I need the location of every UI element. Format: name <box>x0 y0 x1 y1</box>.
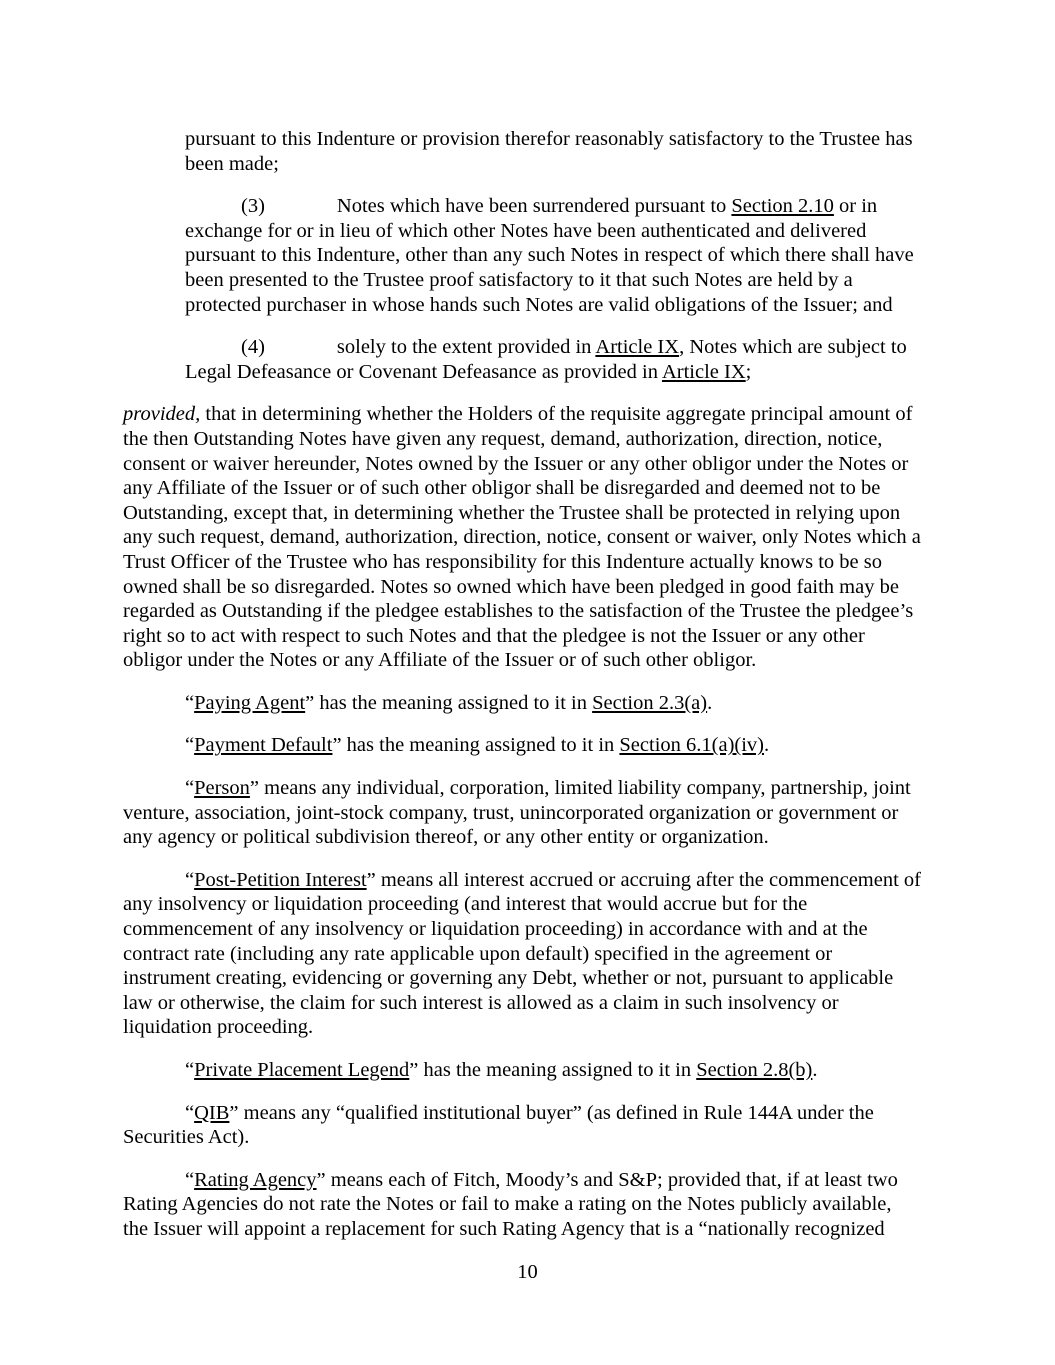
text-run: . <box>812 1059 818 1081</box>
underlined-term: Post-Petition Interest <box>194 868 367 891</box>
text-line <box>123 917 932 942</box>
text-run: any agency or political subdivision thereof, or any other entity or organization. <box>123 826 769 849</box>
underlined-term: Section 2.10 <box>731 195 834 218</box>
paragraph <box>123 402 932 673</box>
text-line <box>123 825 932 850</box>
text-line <box>123 1015 932 1040</box>
text-line <box>123 550 932 575</box>
underlined-term: Person <box>194 777 250 800</box>
text-line <box>123 501 932 526</box>
text-run: ” has the meaning assigned to it in <box>409 1059 697 1081</box>
text-run: (3) <box>241 195 265 218</box>
text-run: instrument creating, evidencing or governing any Debt, whether or not, pursuant to applicable <box>123 967 894 990</box>
text-run: “ <box>185 691 195 714</box>
text-run: “ <box>185 1101 195 1124</box>
page-number: 10 <box>517 1261 538 1283</box>
text-run: Notes which have been surrendered pursuant to <box>336 195 732 218</box>
text-line <box>185 127 932 152</box>
text-line <box>123 991 932 1016</box>
text-line <box>123 776 932 801</box>
text-run: exchange for or in lieu of which other Notes have been authenticated and delivered <box>185 219 867 242</box>
text-run: (4) <box>241 336 265 359</box>
text-run: “ <box>185 1059 195 1081</box>
text-run: consent or waiver hereunder, Notes owned by the Issuer or any other obligor under the Notes or <box>123 452 909 475</box>
underlined-term: Rating Agency <box>194 1168 317 1191</box>
text-run: ; <box>745 360 752 383</box>
underlined-term: Paying Agent <box>194 691 306 714</box>
text-run: . <box>707 691 713 714</box>
text-run: Outstanding, except that, in determining whether the Trustee shall be protected in relying upon <box>123 501 901 524</box>
text-line <box>123 892 932 917</box>
paragraph <box>185 194 932 317</box>
paragraph <box>123 1101 932 1150</box>
text-run: “ <box>185 868 195 891</box>
text-run: . <box>764 734 770 757</box>
text-run: been presented to the Trustee proof satisfactory to it that such Notes are held by a <box>185 268 853 291</box>
paragraph <box>123 691 932 716</box>
text-line <box>123 966 932 991</box>
text-run: or in <box>833 195 878 218</box>
underlined-term: QIB <box>194 1101 230 1124</box>
paragraph <box>123 776 932 850</box>
text-line <box>185 243 932 268</box>
text-line <box>123 691 932 716</box>
underlined-term: Section 6.1(a)(iv) <box>619 734 764 757</box>
text-line <box>123 402 932 427</box>
paragraph <box>123 868 932 1040</box>
text-run: protected purchaser in whose hands such Notes are valid obligations of the Issuer; and <box>185 293 893 316</box>
text-line <box>123 648 932 673</box>
text-line <box>123 476 932 501</box>
text-run: ” means each of Fitch, Moody’s and S&P; provided that, if at least two <box>316 1168 898 1191</box>
text-run: “ <box>185 777 195 800</box>
text-line <box>185 152 932 177</box>
paragraph <box>123 1058 932 1083</box>
text-run: owned shall be so disregarded. Notes so owned which have been pledged in good faith may be <box>123 575 899 598</box>
text-run: pursuant to this Indenture, other than any such Notes in respect of which there shall have <box>185 244 914 267</box>
text-run: Legal Defeasance or Covenant Defeasance as provided in <box>185 360 662 383</box>
underlined-term: Private Placement Legend <box>194 1059 410 1081</box>
underlined-term: Article IX <box>595 336 680 359</box>
text-line <box>123 868 932 893</box>
document-body <box>123 127 932 1260</box>
text-line <box>123 1125 932 1150</box>
text-run: been made; <box>185 152 279 175</box>
text-run: right so to act with respect to such Notes and that the pledgee is not the Issuer or any other <box>123 624 865 647</box>
text-line <box>123 575 932 600</box>
text-run: solely to the extent provided in <box>336 336 596 359</box>
text-run: ” has the meaning assigned to it in <box>305 691 593 714</box>
text-run: Securities Act). <box>123 1126 250 1149</box>
text-line <box>123 452 932 477</box>
text-line <box>185 268 932 293</box>
paragraph <box>185 127 932 176</box>
text-line <box>123 1192 932 1217</box>
text-run: the Issuer will appoint a replacement for such Rating Agency that is a “nationally recognized <box>123 1217 885 1240</box>
text-line <box>185 219 932 244</box>
text-line <box>123 733 932 758</box>
text-run: ” means any individual, corporation, limited liability company, partnership, joint <box>249 777 911 800</box>
paragraph <box>123 1168 932 1242</box>
text-line <box>185 194 932 219</box>
text-run: “ <box>185 734 195 757</box>
text-run: that in determining whether the Holders of the requisite aggregate principal amount of <box>200 403 913 426</box>
underlined-term: Section 2.3(a) <box>592 691 708 714</box>
text-line <box>123 942 932 967</box>
text-run: any insolvency or liquidation proceeding (and interest that would accrue but for the <box>123 893 808 916</box>
text-run: Trust Officer of the Trustee who has responsibility for this Indenture actually knows to be so <box>123 550 882 573</box>
text-run: Rating Agencies do not rate the Notes or fail to make a rating on the Notes publicly available, <box>123 1193 892 1216</box>
text-line <box>123 1058 932 1083</box>
text-run: liquidation proceeding. <box>123 1016 314 1039</box>
underlined-term: Section 2.8(b) <box>696 1059 813 1081</box>
text-line <box>123 801 932 826</box>
text-line <box>185 360 932 385</box>
text-run: law or otherwise, the claim for such interest is allowed as a claim in such insolvency or <box>123 991 839 1014</box>
text-run: the then Outstanding Notes have given any request, demand, authorization, direction, notice, <box>123 427 883 450</box>
text-run: pursuant to this Indenture or provision therefor reasonably satisfactory to the Trustee has <box>185 128 913 150</box>
text-line <box>123 427 932 452</box>
text-line <box>123 1217 932 1242</box>
text-run: contract rate (including any rate applicable upon default) specified in the agreement or <box>123 942 833 965</box>
text-run: , Notes which are subject to <box>679 336 907 359</box>
text-line <box>123 624 932 649</box>
text-line <box>123 1168 932 1193</box>
text-run: obligor under the Notes or any Affiliate of the Issuer or of such other obligor. <box>123 649 757 672</box>
text-run: provided, <box>123 403 201 426</box>
text-line <box>123 525 932 550</box>
text-run: ” means all interest accrued or accruing after the commencement of <box>366 868 922 891</box>
underlined-term: Payment Default <box>194 734 333 757</box>
text-run: any Affiliate of the Issuer or of such other obligor shall be disregarded and deemed not to be <box>123 477 881 500</box>
paragraph <box>123 733 932 758</box>
text-line <box>185 335 932 360</box>
text-run: commencement of any insolvency or liquidation proceeding) in accordance with and at the <box>123 918 868 941</box>
text-line <box>123 599 932 624</box>
text-run: ” means any “qualified institutional buyer” (as defined in Rule 144A under the <box>229 1101 874 1124</box>
text-run: regarded as Outstanding if the pledgee establishes to the satisfaction of the Trustee the pledgee’s <box>123 600 914 623</box>
underlined-term: Article IX <box>661 360 746 383</box>
text-line <box>185 293 932 318</box>
text-run: “ <box>185 1168 195 1191</box>
text-line <box>123 1101 932 1126</box>
paragraph <box>185 335 932 384</box>
text-run: any such request, demand, authorization, direction, notice, consent or waiver, only Notes which a <box>123 526 921 549</box>
text-run: venture, association, joint-stock company, trust, unincorporated organization or government or <box>123 801 899 824</box>
text-run: ” has the meaning assigned to it in <box>332 734 620 757</box>
